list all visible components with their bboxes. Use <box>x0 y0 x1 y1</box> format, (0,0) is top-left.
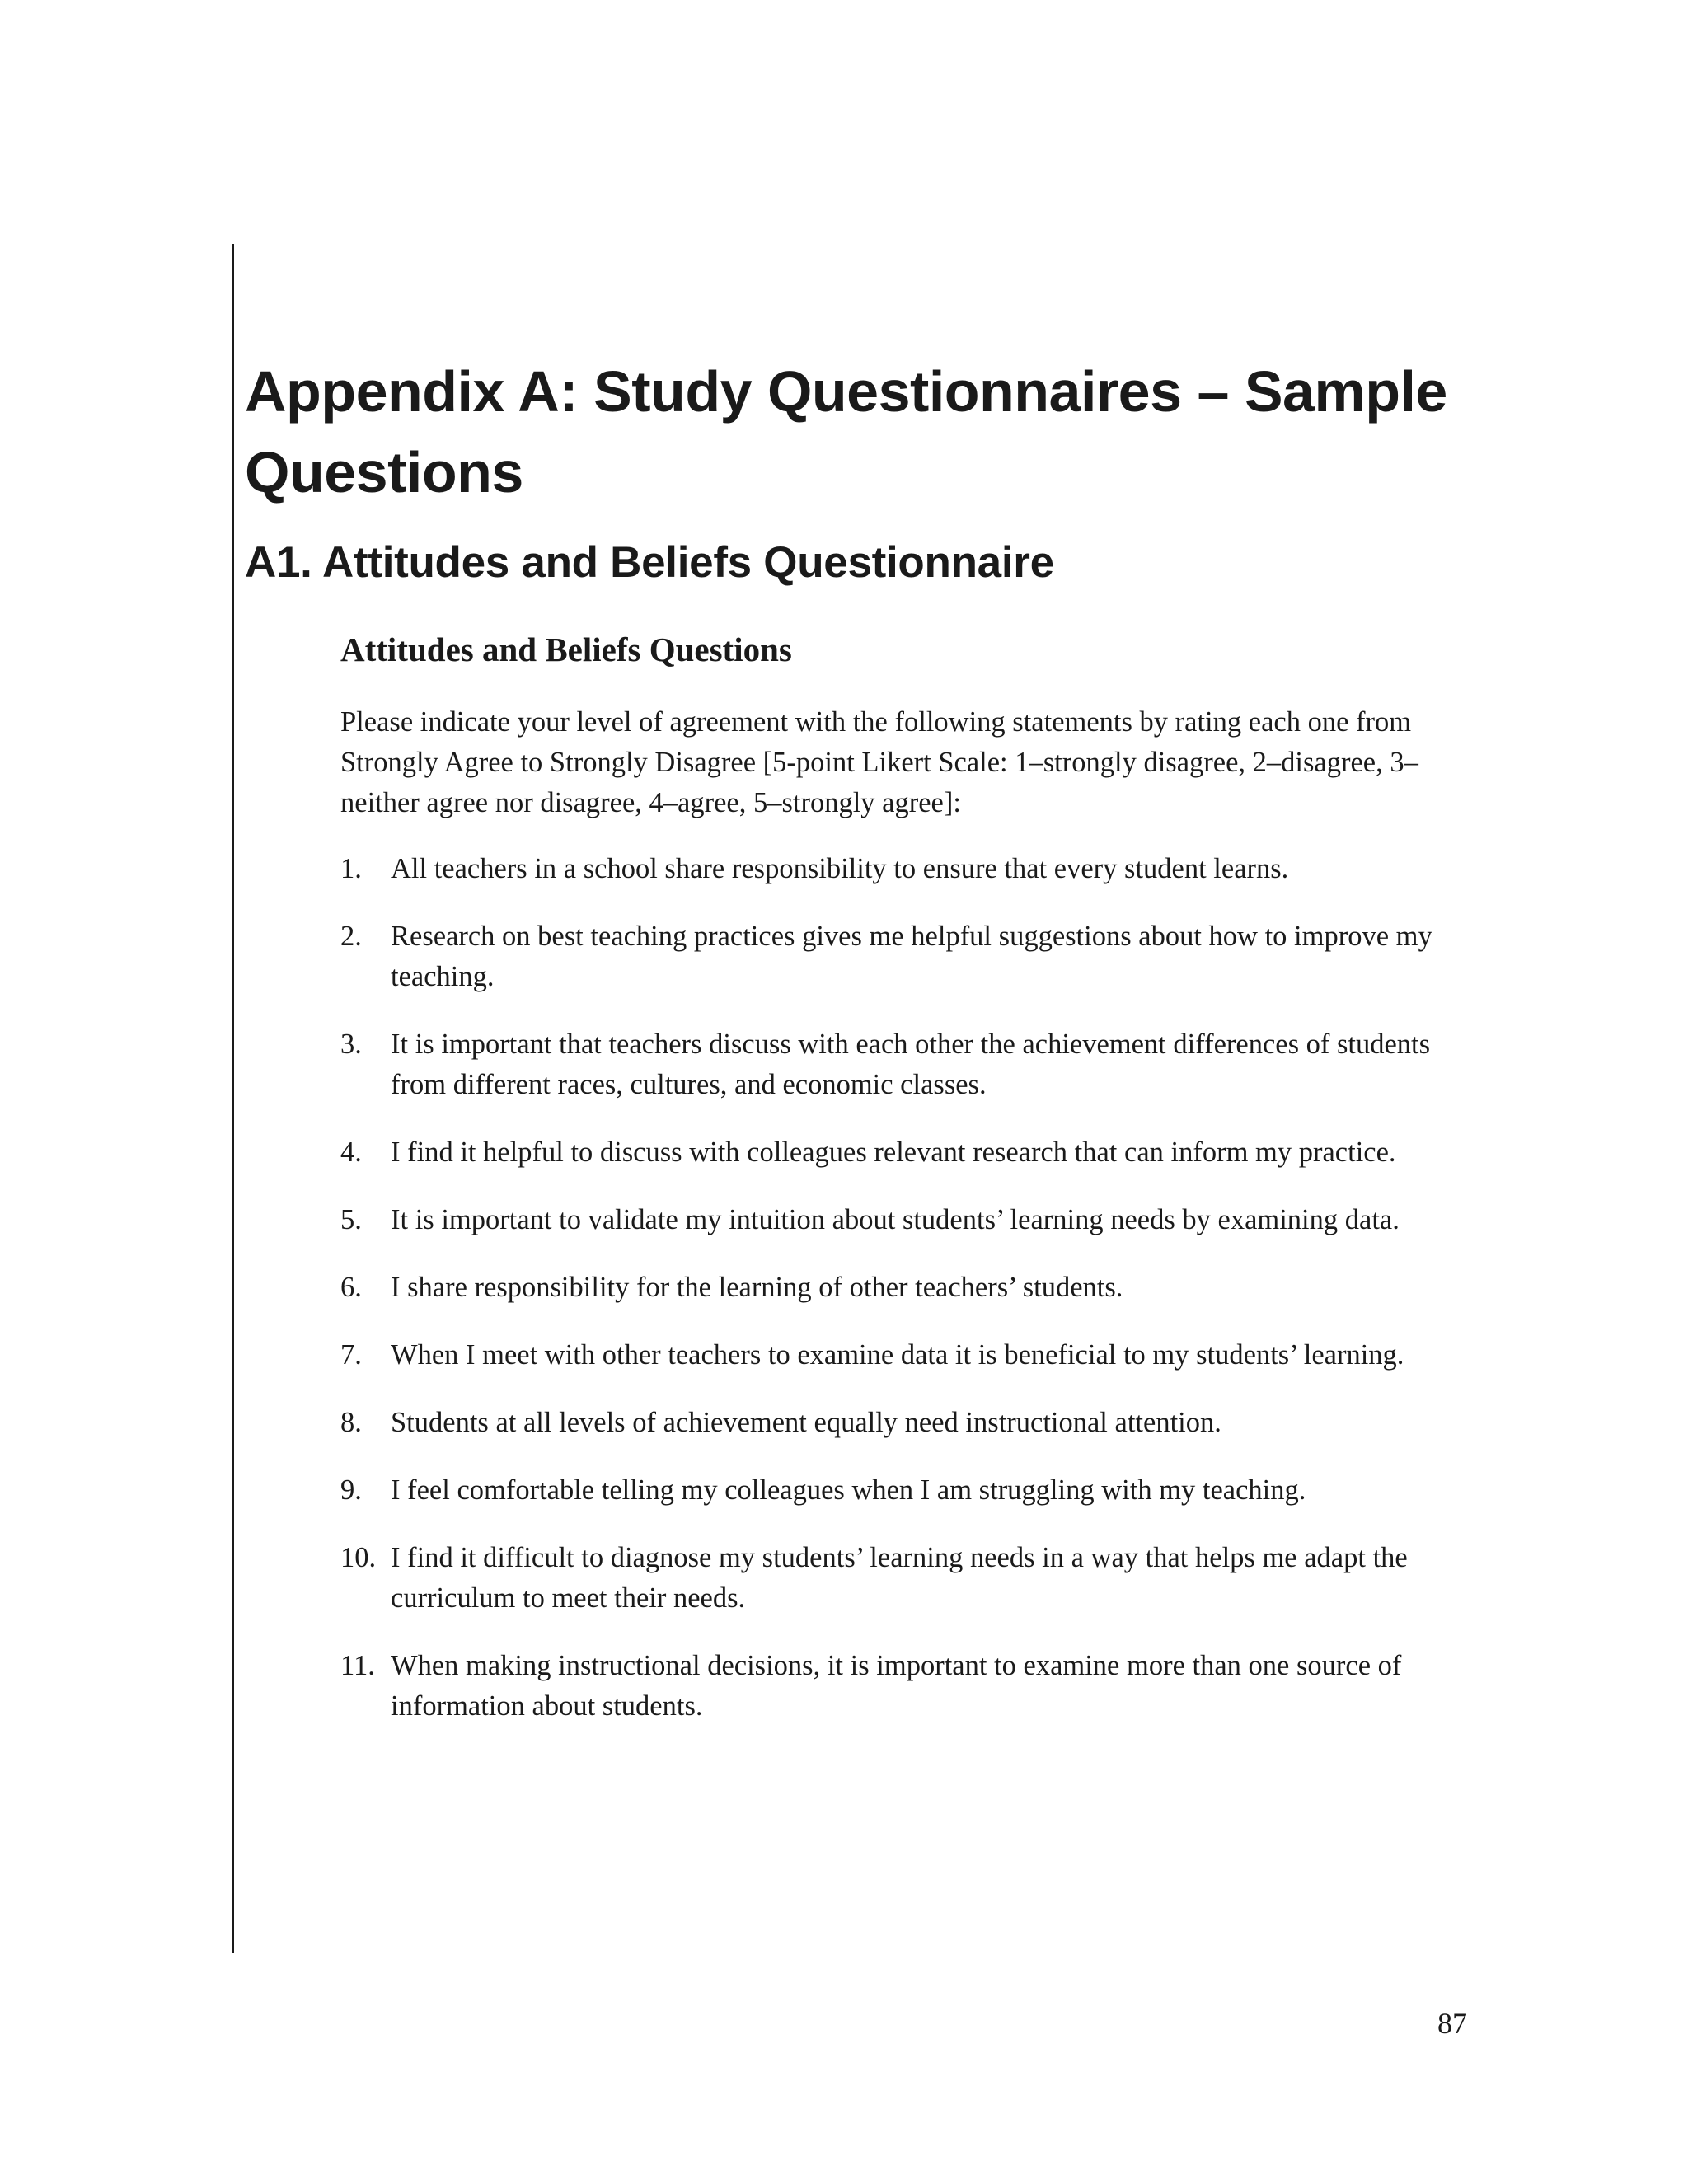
question-item <box>340 1470 1478 1511</box>
question-number: 5. <box>340 1204 362 1235</box>
question-number: 4. <box>340 1137 362 1168</box>
instructions-paragraph: Please indicate your level of agreement with the following statements by rating each one from Strongly Agree to Strongly Disagree [5-point Likert Scale: 1–strongly disagree, 2–disagree, 3–neither agree nor disagree, 4–agree, 5–strongly agree]: <box>340 706 1418 818</box>
question-number: 9. <box>340 1474 362 1506</box>
question-number: 10. <box>340 1542 377 1573</box>
page-number: 87 <box>1437 2007 1467 2040</box>
question-item <box>340 1335 1478 1376</box>
question-item <box>340 1132 1478 1173</box>
question-text: I feel comfortable telling my colleagues when I am struggling with my teaching. <box>391 1474 1306 1506</box>
question-text: I find it helpful to discuss with colleagues relevant research that can inform my practice. <box>391 1137 1396 1168</box>
question-item <box>340 1646 1478 1727</box>
question-item <box>340 1268 1478 1308</box>
question-text: Students at all levels of achievement equally need instructional attention. <box>391 1407 1221 1438</box>
question-text: Research on best teaching practices gives me helpful suggestions about how to improve my teaching. <box>391 921 1432 992</box>
question-text: It is important to validate my intuition about students’ learning needs by examining data. <box>391 1204 1400 1235</box>
section-title: A1. Attitudes and Beliefs Questionnaire <box>245 538 1054 587</box>
question-text: I find it difficult to diagnose my students’ learning needs in a way that helps me adapt the curriculum to meet their needs. <box>391 1542 1408 1614</box>
subsection-title: Attitudes and Beliefs Questions <box>340 630 792 668</box>
question-text: I share responsibility for the learning of other teachers’ students. <box>391 1272 1123 1303</box>
question-text: All teachers in a school share responsibility to ensure that every student learns. <box>391 853 1289 884</box>
question-item <box>340 1403 1478 1443</box>
question-item <box>340 1024 1478 1105</box>
question-number: 8. <box>340 1407 362 1438</box>
question-item <box>340 849 1478 889</box>
question-list <box>340 849 1478 1754</box>
appendix-title: Appendix A: Study Questionnaires – Sample Questions <box>245 359 1447 504</box>
question-number: 3. <box>340 1029 362 1060</box>
question-number: 11. <box>340 1650 375 1681</box>
question-text: When I meet with other teachers to examine data it is beneficial to my students’ learning. <box>391 1339 1404 1371</box>
question-text: When making instructional decisions, it is important to examine more than one source of information about students. <box>391 1650 1402 1722</box>
question-item <box>340 1200 1478 1240</box>
question-item <box>340 916 1478 997</box>
question-text: It is important that teachers discuss with each other the achievement differences of students from different races, cultures, and economic classes. <box>391 1029 1431 1100</box>
question-number: 1. <box>340 853 362 884</box>
question-number: 2. <box>340 921 362 952</box>
question-item <box>340 1538 1478 1619</box>
question-number: 7. <box>340 1339 362 1371</box>
question-number: 6. <box>340 1272 362 1303</box>
margin-rule <box>232 244 234 1953</box>
